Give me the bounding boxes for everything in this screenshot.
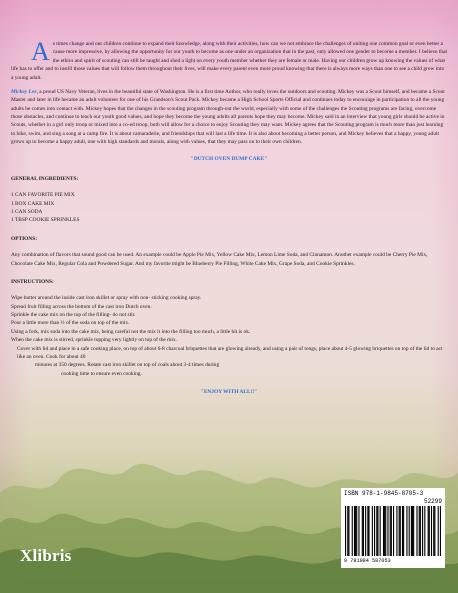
- barcode-bar: [390, 506, 391, 556]
- barcode-bar: [377, 506, 378, 556]
- closing-line: "ENJOY WITH ALL!!": [200, 389, 258, 395]
- barcode-bar: [347, 506, 348, 556]
- barcode-bar: [384, 506, 385, 556]
- barcode-digits: 9 781984 587053: [344, 558, 391, 564]
- author-bio: [11, 88, 447, 147]
- barcode-bar: [348, 506, 349, 556]
- instruction-line: Pour a little more than ½ of the soda on top of the mix.: [11, 320, 130, 327]
- instruction-line: Cover with lid and place in a safe cooking place, on top of about 6-8 charcoal briquettes that are glowing already, and using a pair of tongs, place about 4-5 glowing briquettes on top of the lid to act like an oven. Cook for about 40: [17, 345, 443, 360]
- barcode-bar: [431, 506, 432, 556]
- barcode-bar: [355, 506, 356, 556]
- barcode-bar: [419, 506, 420, 556]
- barcode-bar: [433, 506, 434, 556]
- intro-paragraph: [11, 37, 447, 82]
- price-code: 52299: [423, 498, 442, 505]
- author-name: Mickey Lee: [11, 88, 37, 95]
- barcode-bar: [422, 506, 423, 556]
- instructions-heading: INSTRUCTIONS:: [11, 278, 54, 285]
- ingredient-item: 1 TBSP COOKIE SPRINKLES: [11, 217, 80, 224]
- instruction-line: minutes at 350 degrees. Rotate cast iron skillet on top of coals about 3-4 times during: [35, 362, 220, 369]
- publisher-logo: Xlibris: [20, 546, 72, 565]
- ingredients-list: [11, 191, 447, 225]
- ingredients-heading: GENERAL INGREDIENTS:: [11, 175, 79, 182]
- barcode-bar: [391, 506, 392, 556]
- barcode-bar: [409, 506, 410, 556]
- barcode-bar: [367, 506, 368, 556]
- barcode-bar: [413, 506, 414, 556]
- barcode-bar: [356, 506, 357, 556]
- barcode-bar: [428, 506, 429, 556]
- barcode-bar: [365, 506, 366, 556]
- instructions-list: [11, 294, 447, 378]
- author-bio-text: , a proud US Navy Veteran, lives in the beautiful state of Washington. He is a first time Author, who really loves the outdoors and scouting. Mickey was a Scout himself, and became a Scout Master and later in life became an adult volunteer for one of his Grandson's Scout Pack. Mickey became a High School Sports Official and continues today to encourage in participation to all the young adults he comes into contact with. Mickey hopes that the changes in the scouting program through-out the world, especially with some of the challenges the Scouting programs are facing, overcome those obstacles, and continue to teach our youth good values, and hope they become the young adults all parents hope they may become. Mickey said in an interview that young girls should be active in Scouts, whether in a girl only troop or mixed into a co-ed troop, both will allow for a choice to enjoy Scouting they may want. Mickey agrees that the Scouting program is much more than just learning to hike, swim, and sing a song at a camp fire. It is about camaraderie, and friendships that will last a life time. It is also about becoming a better person, and Mickey believes that a happy, young adult grows up to become a happy adult, one with high standards and morals, along with values, that they may pass on to their own children.: [11, 88, 445, 146]
- instruction-line: When the cake mix is stirred, sprinkle topping very lightly on top of the mix.: [11, 337, 177, 344]
- barcode-bar: [396, 506, 397, 556]
- barcode-bar: [411, 506, 412, 556]
- ingredient-item: 1 BOX CAKE MIX: [11, 200, 55, 207]
- barcode-bar: [380, 506, 381, 556]
- barcode-bar: [402, 506, 403, 556]
- barcode-bar: [438, 506, 439, 556]
- barcode-bar: [372, 506, 373, 556]
- barcode-bar: [358, 506, 359, 556]
- intro-drop-cap: A: [31, 37, 50, 66]
- barcode-bar: [403, 506, 404, 556]
- back-cover-text: [11, 37, 447, 396]
- options-heading: OPTIONS:: [11, 235, 38, 242]
- instruction-line: Spread fruit filling across the bottom of the cast iron Dutch oven.: [11, 303, 152, 310]
- barcode-bar: [383, 506, 384, 556]
- barcode-bar: [376, 506, 377, 556]
- instruction-line: cooking time to ensure even cooking.: [61, 370, 142, 377]
- barcode-bar: [345, 506, 346, 556]
- barcode-bar: [374, 506, 375, 556]
- barcode-bar: [406, 506, 407, 556]
- barcode-bar: [363, 506, 364, 556]
- isbn-barcode: [341, 488, 445, 568]
- barcode-bar: [399, 506, 400, 556]
- ingredient-item: 1 CAN FAVORITE PIE MIX: [11, 192, 75, 199]
- isbn-number: ISBN 978-1-9845-8705-3: [344, 490, 424, 497]
- barcode-bar: [362, 506, 363, 556]
- intro-text: s times change and our children continue to expand their knowledge, along with their activities, how can we not embrace the challenges of uniting one common goal or even better a cause more impressive, by allowing the opportunity for our youth to become as one under an organization that in the past, only allowed one gender to become a member. I believe that the ethics and spirit of scouting can still be taught and shed a light on every youth member whether they are female or male. Having our children grow up knowing the values of what life has to offer and to instill those values that will follow them throughout their lives, will make every parent even more proud knowing that there is always more ways than one to see a child grow into a young adult.: [11, 41, 447, 81]
- barcode-bar: [354, 506, 355, 556]
- instruction-line: Sprinkle the cake mix on the top of the filling- do not stir.: [11, 312, 136, 318]
- barcode-bar: [440, 506, 441, 556]
- barcode-bar: [434, 506, 435, 556]
- barcode-bar: [352, 506, 353, 556]
- barcode-bar: [387, 506, 388, 556]
- options-text: Any combination of flavors that sound good can be used. An example could be Apple Pie Mix, Yellow Cake Mix, Lemon Lime Soda, and Cinnamon. Another example could be Cherry Pie Mix, Chocolate Cake Mix, Regular Cola and Powdered Sugar. And my favorite might be Blueberry Pie Filling, White Cake Mix, Grape Soda, and Cookie Sprinkles.: [11, 252, 428, 267]
- recipe-title: "DUTCH OVEN DUMP CAKE": [190, 155, 268, 162]
- barcode-bar: [416, 506, 417, 556]
- barcode-bar: [393, 506, 394, 556]
- ingredient-item: 1 CAN SODA: [11, 209, 43, 215]
- instruction-line: Wipe butter around the inside cast iron skillet or spray with non- sticking cooking spray.: [11, 295, 202, 302]
- barcode-bars: [345, 506, 441, 556]
- instruction-line: Using a fork, mix soda into the cake mix, being careful not the mix it into the filling too much, a little bit is ok.: [11, 328, 251, 335]
- barcode-bar: [424, 506, 425, 556]
- barcode-bar: [368, 506, 369, 556]
- barcode-bar: [429, 506, 430, 556]
- barcode-bar: [412, 506, 413, 556]
- barcode-bar: [420, 506, 421, 556]
- barcode-bar: [400, 506, 401, 556]
- barcode-bar: [385, 506, 386, 556]
